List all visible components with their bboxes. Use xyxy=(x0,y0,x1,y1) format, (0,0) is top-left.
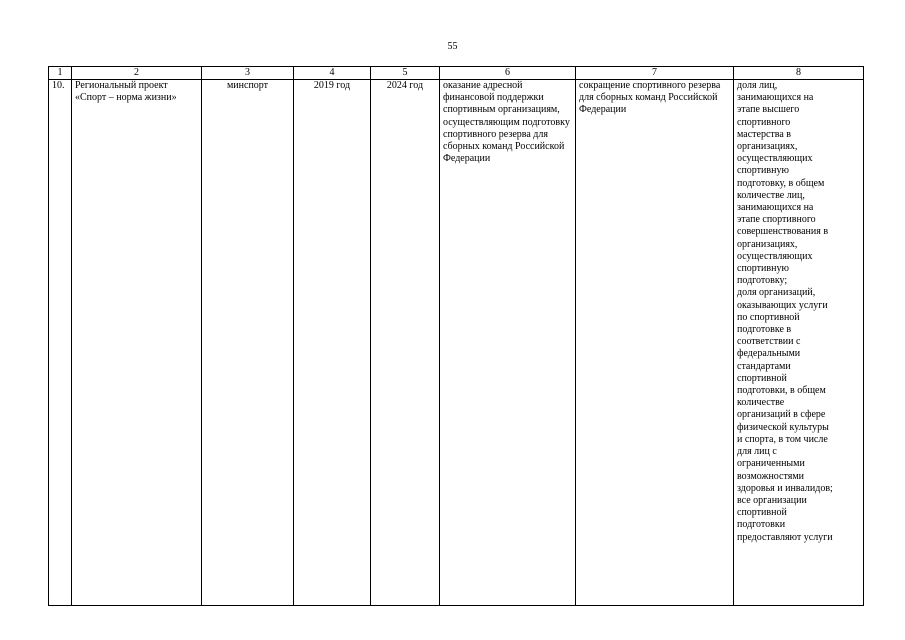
indicator-line: осуществляющих xyxy=(737,250,813,262)
column-number: 8 xyxy=(734,67,864,80)
column-number: 5 xyxy=(371,67,440,80)
indicator-line: подготовки, в общем xyxy=(737,385,826,397)
indicator-line: этапе высшего xyxy=(737,104,800,116)
indicator-line: здоровья и инвалидов; xyxy=(737,482,833,494)
indicator-line: спортивного xyxy=(737,116,791,128)
indicator-lines xyxy=(737,80,860,544)
indicator-line: для лиц с xyxy=(737,446,777,458)
consequences-cell: сокращение спортивного резерва для сборных команд Российской Федерации xyxy=(576,80,734,606)
indicator-line: занимающихся на xyxy=(737,92,814,104)
document-table xyxy=(48,66,864,606)
table-row xyxy=(49,80,864,606)
indicator-line: все организации xyxy=(737,494,807,506)
indicator-line: доля лиц, xyxy=(737,80,778,91)
indicator-line: спортивной xyxy=(737,507,787,519)
indicator-line: и спорта, в том числе xyxy=(737,433,828,445)
indicator-line: спортивную xyxy=(737,263,789,275)
indicator-line: спортивной xyxy=(737,372,787,384)
indicator-line: подготовку, в общем xyxy=(737,177,825,189)
indicator-line: количестве xyxy=(737,397,785,409)
page-number: 55 xyxy=(447,41,458,52)
column-number: 6 xyxy=(440,67,576,80)
indicator-line: организациях, xyxy=(737,141,798,153)
indicator-line: спортивную xyxy=(737,165,789,177)
indicator-line: подготовке в xyxy=(737,324,792,336)
indicator-line: количестве лиц, xyxy=(737,189,805,201)
column-number: 4 xyxy=(294,67,371,80)
column-number: 3 xyxy=(202,67,294,80)
column-number: 2 xyxy=(72,67,202,80)
indicator-line: по спортивной xyxy=(737,311,800,323)
column-number: 7 xyxy=(576,67,734,80)
executor-cell: минспорт xyxy=(202,80,294,606)
indicator-line: организациях, xyxy=(737,238,798,250)
row-number-cell: 10. xyxy=(49,80,72,606)
measures-cell: оказание адресной финансовой поддержки спортивным организациям, осуществляющим подготовку спортивного резерва для сборных команд Российской Федерации xyxy=(440,80,576,606)
indicator-line: стандартами xyxy=(737,360,791,372)
indicator-line: этапе спортивного xyxy=(737,214,816,226)
column-number-row xyxy=(49,67,864,80)
indicator-line: возможностями xyxy=(737,470,805,482)
indicator-line: федеральными xyxy=(737,348,801,360)
indicator-line: соответствии с xyxy=(737,336,801,348)
indicator-line: занимающихся на xyxy=(737,202,814,214)
indicator-line: доля организаций, xyxy=(737,287,816,299)
indicator-line: подготовки xyxy=(737,519,786,531)
project-name-cell: Региональный проект «Спорт – норма жизни» xyxy=(72,80,202,606)
indicator-line: оказывающих услуги xyxy=(737,299,828,311)
indicators-cell xyxy=(734,80,864,606)
indicator-line: совершенствования в xyxy=(737,226,829,238)
indicator-line: организаций в сфере xyxy=(737,409,826,421)
indicator-line: физической культуры xyxy=(737,421,829,433)
indicator-line: подготовку; xyxy=(737,275,788,287)
end-year-cell: 2024 год xyxy=(371,80,440,606)
column-number: 1 xyxy=(49,67,72,80)
indicator-line: предоставляют услуги xyxy=(737,531,833,543)
indicator-line: мастерства в xyxy=(737,128,792,140)
indicator-line: ограниченными xyxy=(737,458,805,470)
start-year-cell: 2019 год xyxy=(294,80,371,606)
indicator-line: осуществляющих xyxy=(737,153,813,165)
